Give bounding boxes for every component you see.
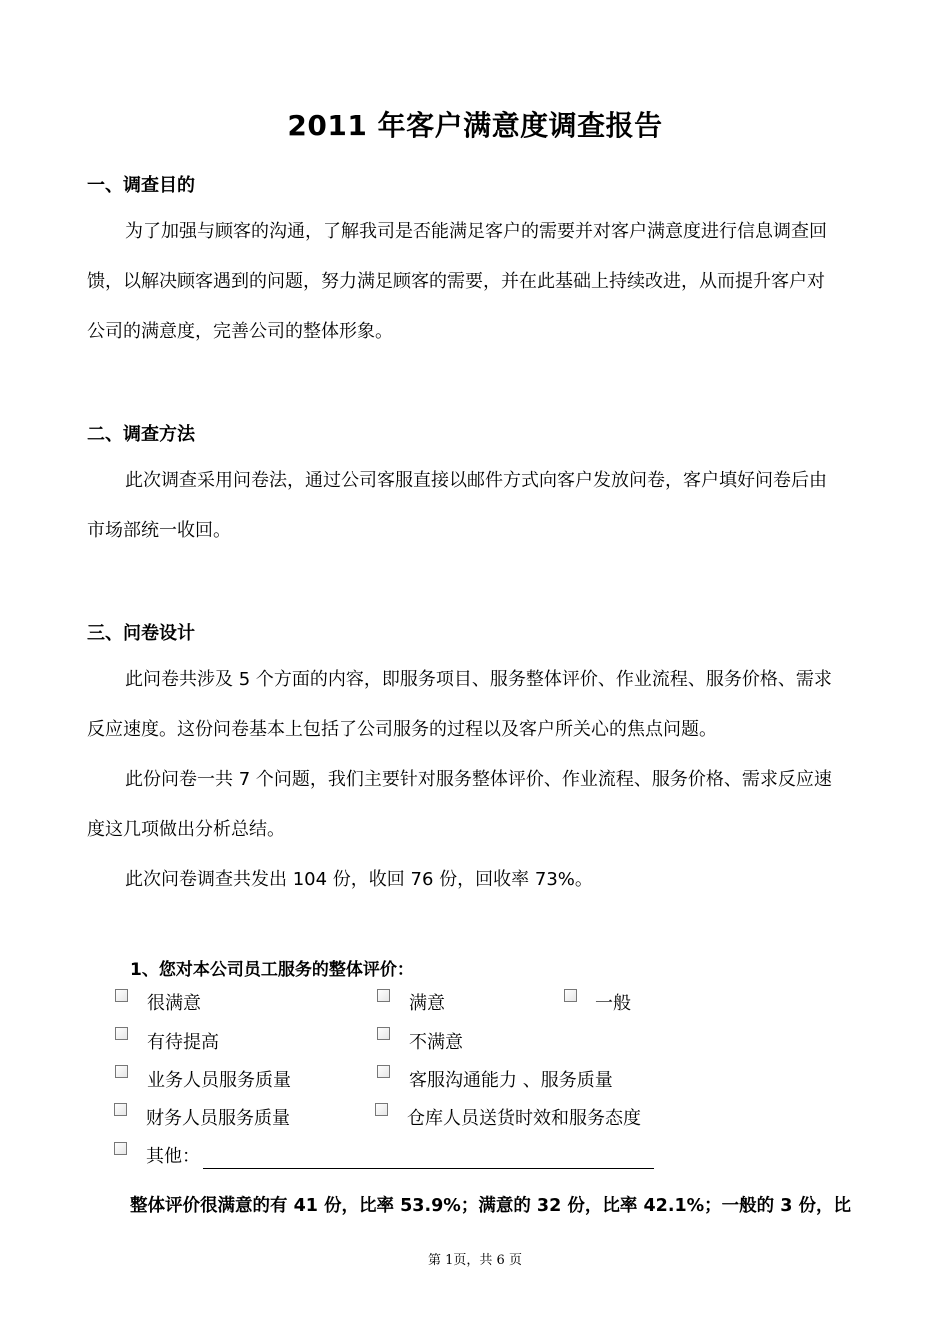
paragraph-purpose <box>87 207 877 357</box>
checkbox-dissatisfied[interactable] <box>377 1027 390 1040</box>
paragraph-line: 此次问卷调查共发出 104 份，收回 76 份，回收率 73%。 <box>125 869 593 890</box>
paragraph-line: 此问卷共涉及 5 个方面的内容，即服务项目、服务整体评价、作业流程、服务价格、需求 <box>125 669 832 690</box>
option-label: 满意 <box>409 993 445 1014</box>
checkbox-finance-service[interactable] <box>114 1103 127 1116</box>
checkbox-cs-communication[interactable] <box>377 1065 390 1078</box>
page-footer: 第 1页，共 6 页 <box>428 1253 522 1268</box>
other-fill-in-line[interactable] <box>203 1168 654 1169</box>
paragraph-line: 为了加强与顾客的沟通，了解我司是否能满足客户的需要并对客户满意度进行信息调查回 <box>125 221 827 242</box>
checkbox-other[interactable] <box>114 1142 127 1155</box>
section-heading-method: 二、调查方法 <box>87 424 195 445</box>
paragraph-line: 市场部统一收回。 <box>87 520 231 541</box>
checkbox-warehouse-delivery[interactable] <box>375 1103 388 1116</box>
paragraph-line: 公司的满意度，完善公司的整体形象。 <box>87 321 393 342</box>
paragraph-line: 反应速度。这份问卷基本上包括了公司服务的过程以及客户所关心的焦点问题。 <box>87 719 717 740</box>
option-label: 仓库人员送货时效和服务态度 <box>407 1108 641 1129</box>
paragraph-line: 此次调查采用问卷法，通过公司客服直接以邮件方式向客户发放问卷，客户填好问卷后由 <box>125 470 827 491</box>
option-label: 其他： <box>146 1146 200 1167</box>
question-1-summary: 整体评价很满意的有 41 份，比率 53.9%；满意的 32 份，比率 42.1%；一般的 3 份，比 <box>130 1196 852 1216</box>
option-label: 财务人员服务质量 <box>146 1108 290 1129</box>
checkbox-sales-service[interactable] <box>115 1065 128 1078</box>
option-label: 客服沟通能力 、服务质量 <box>409 1070 613 1091</box>
option-label: 不满意 <box>409 1032 463 1053</box>
section-heading-design: 三、问卷设计 <box>87 623 195 644</box>
paragraph-line: 度这几项做出分析总结。 <box>87 819 285 840</box>
section-heading-purpose: 一、调查目的 <box>87 175 195 196</box>
question-1-text: 1、您对本公司员工服务的整体评价： <box>130 960 414 980</box>
checkbox-very-satisfied[interactable] <box>115 989 128 1002</box>
checkbox-satisfied[interactable] <box>377 989 390 1002</box>
paragraph-line: 馈，以解决顾客遇到的问题，努力满足顾客的需要，并在此基础上持续改进，从而提升客户对 <box>87 271 825 292</box>
document-title: 2011 年客户满意度调查报告 <box>287 109 663 142</box>
option-label: 业务人员服务质量 <box>147 1070 291 1091</box>
option-label: 有待提高 <box>147 1032 219 1053</box>
paragraph-design <box>87 655 877 905</box>
option-label: 一般 <box>595 993 631 1014</box>
paragraph-method <box>87 456 877 556</box>
checkbox-needs-improvement[interactable] <box>115 1027 128 1040</box>
paragraph-line: 此份问卷一共 7 个问题，我们主要针对服务整体评价、作业流程、服务价格、需求反应速 <box>125 769 832 790</box>
checkbox-average[interactable] <box>564 989 577 1002</box>
option-label: 很满意 <box>147 993 201 1014</box>
